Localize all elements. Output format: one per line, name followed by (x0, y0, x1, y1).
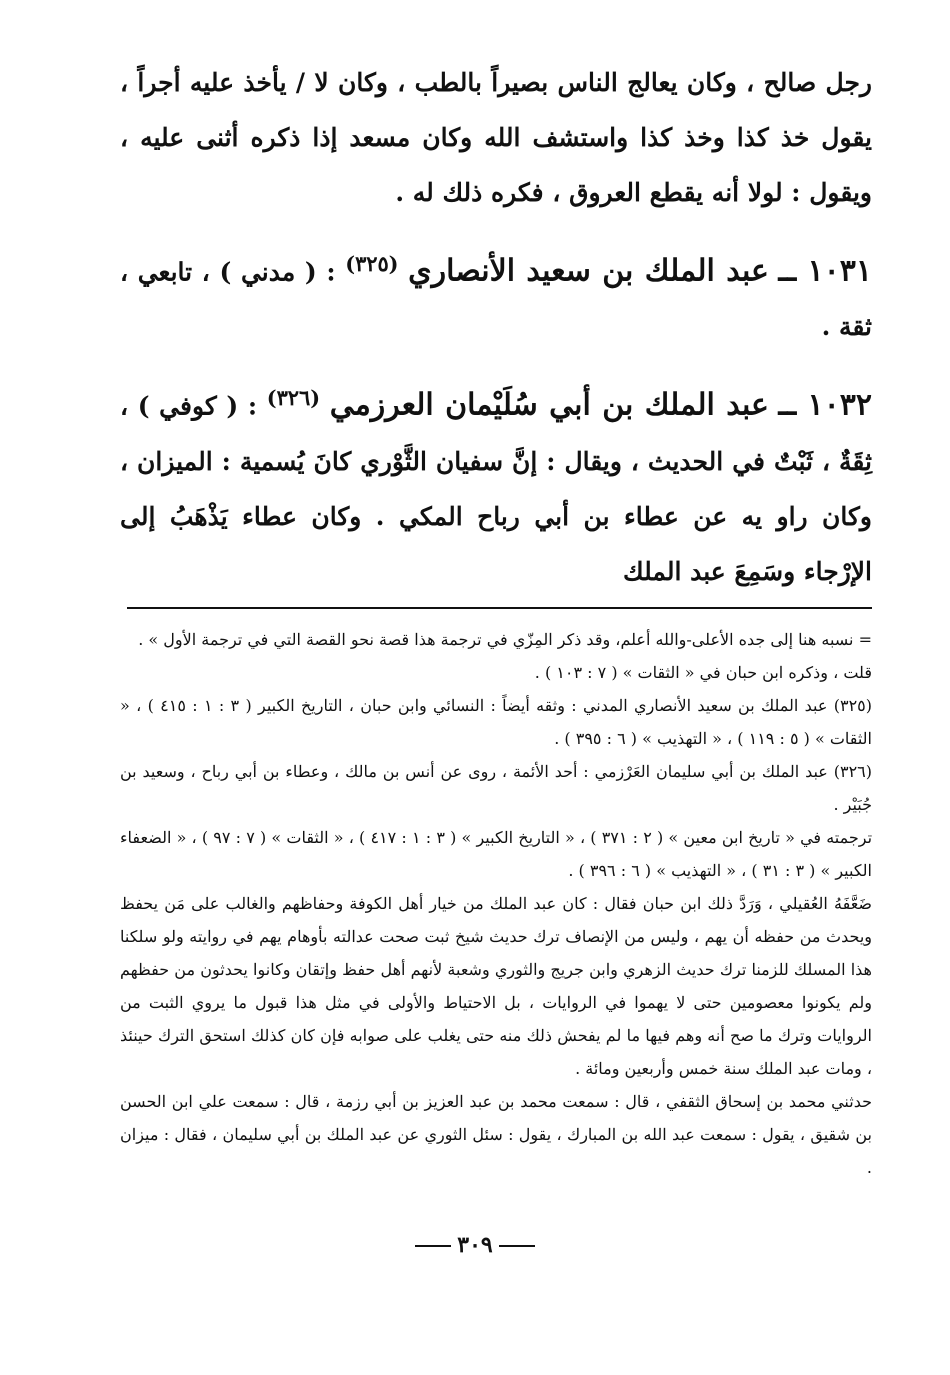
entry-1032 (120, 370, 872, 598)
page-number-text: ٣٠٩ (457, 1232, 493, 1258)
entry-name: عبد الملك بن سعيد الأنصاري (408, 253, 769, 289)
entry-number: ١٠٣١ ــ (778, 253, 872, 289)
footnote-line: ترجمته في « تاريخ ابن معين » ( ٢ : ٣٧١ ) ، « التاريخ الكبير » ( ٣ : ١ : ٤١٧ ) ، « الثقات » ( ٧ : ٩٧ ) ، « الضعفاء الكبير » ( ٣ : ٣١ ) ، « التهذيب » ( ٦ : ٣٩٦ ) . (120, 827, 873, 880)
entry-text: : ( مدني ) ، تابعي ، ثقة . (120, 257, 872, 342)
folio-dash (415, 1245, 451, 1247)
footnote-line: حدثني محمد بن إسحاق الثقفي ، قال : سمعت محمد بن عبد العزيز بن أبي رزمة ، قال : سمعت علي ابن الحسن بن شقيق ، يقول : سمعت عبد الله بن المبارك ، يقول : سئل الثوري عن عبد الملك بن أبي سليمان ، فقال : ميزان . (120, 1091, 872, 1177)
entry-1031 (120, 236, 872, 354)
entry-text: : ( كوفي ) ، ثِقَةٌ ، ثَبْتٌ في الحديث ، ويقال : إنَّ سفيان الثَّوْري كانَ يُسمية : الميزان ، وكان راو يه عن عطاء بن أبي رباح المكي . وكان عطاء يَذْهَبُ إلى الإرْجاء وسَمِعَ عبد الملك (120, 391, 872, 586)
footnote-line: قلت ، وذكره ابن حبان في « الثقات » ( ٧ : ١٠٣ ) . (534, 662, 872, 682)
footnote-line: ضَعَّفَهُ العُقيلي ، وَرَدَّ ذلك ابن حبان فقال : كان عبد الملك من خيار أهل الكوفة وحفاظهم والغالب على مَن يحفظ ويحدث من حفظه أن يهم ، وليس من الإنصاف ترك حديث شيخ ثبت صحت عدالته بأوهام يهم في روايته ولو سلكنا هذا المسلك للزمنا ترك حديث الزهري وابن جريج والثوري وشعبة لأنهم أهل حفظ وإتقان وكانوا يحدثون من حفظهم ولم يكونوا معصومين حتى لا يهموا في الروايات ، بل الاحتياط والأولى في مثل هذا قبول ما يروي الثبت من الروايات وترك ما صح أنه وهم فيها ما لم يفحش ذلك منه حتى يغلب على صوابه فإن كان كذلك استحق الترك حينئذ ، ومات عبد الملك سنة خمس وأربعين ومائة . (120, 893, 872, 1078)
footnote-continuation: = نسبه هنا إلى جده الأعلى-والله أعلم، وقد ذكر المِزّي في ترجمة هذا قصة نحو القصة التي في ترجمة الأول » . (138, 629, 872, 649)
footnotes (120, 623, 872, 1184)
footnote-325: (٣٢٥) عبد الملك بن سعيد الأنصاري المدني : وثقه أيضاً : النسائي وابن حبان ، التاريخ الكبير ( ٣ : ١ : ٤١٥ ) ، « الثقات » ( ٥ : ١١٩ ) ، « التهذيب » ( ٦ : ٣٩٥ ) . (120, 695, 873, 748)
page-body (120, 55, 872, 1184)
footnote-divider (127, 607, 872, 609)
entry-name: عبد الملك بن أبي سُلَيْمان العرزمي (329, 387, 769, 423)
footnote-ref: (٣٢٥) (345, 251, 399, 276)
footnote-ref: (٣٢٦) (266, 385, 321, 411)
page-number (0, 1232, 950, 1258)
footnote-326: (٣٢٦) عبد الملك بن أبي سليمان العَرْزمي : أحد الأئمة ، روى عن أنس بن مالك ، وعطاء بن أبي رباح ، وسعيد بن جُبَيْر . (120, 761, 873, 814)
entry-number: ١٠٣٢ ــ (778, 387, 872, 423)
folio-dash (499, 1245, 535, 1247)
intro-paragraph: رجل صالح ، وكان يعالج الناس بصيراً بالطب ، وكان لا / يأخذ عليه أجراً ، يقول خذ كذا وخذ كذا واستشف الله وكان مسعد إذا ذكره أثنى عليه ، ويقول : لولا أنه يقطع العروق ، فكره ذلك له . (120, 68, 872, 207)
